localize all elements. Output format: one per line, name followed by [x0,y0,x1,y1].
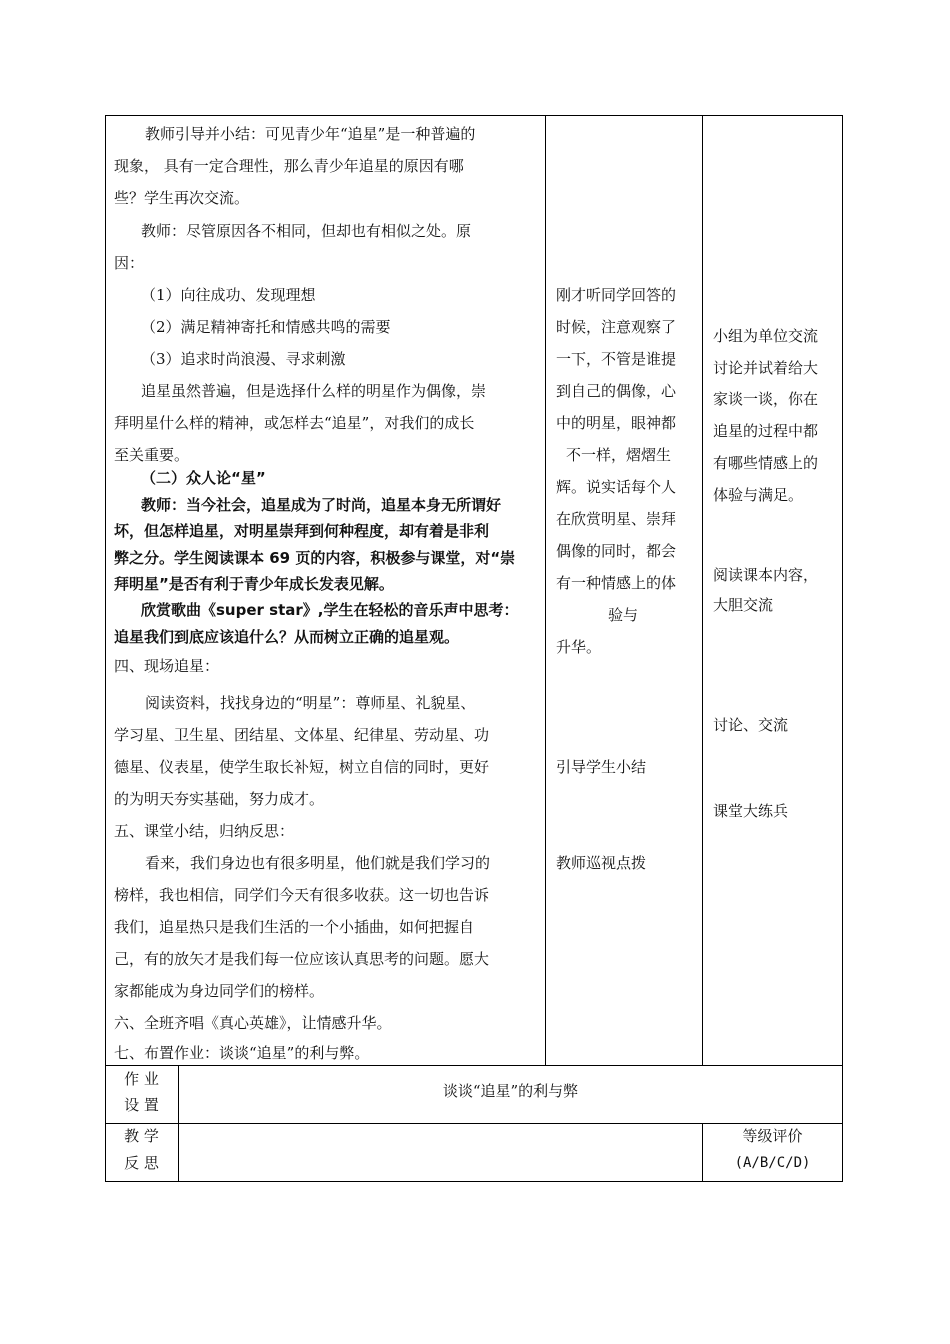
main-line: （2）满足精神寄托和情感共鸣的需要 [141,318,391,336]
student-line: 小组为单位交流 [713,327,819,345]
main-line: 弊之分。学生阅读课本 69 页的内容，积极参与课堂，对“崇 [114,549,516,567]
teacher-line: 有一种情感上的体 [556,574,677,592]
main-line: （3）追求时尚浪漫、寻求刺激 [141,350,346,368]
main-line: 教师：当今社会，追星成为了时尚，追星本身无所谓好 [141,496,502,514]
teacher-line: 到自己的偶像，心 [556,382,677,400]
main-line: 教师引导并小结：可见青少年“追星”是一种普遍的 [145,125,476,143]
main-line: 阅读资料，找找身边的“明星”：尊师星、礼貌星、 [145,694,476,712]
grade-label: 等级评价 [742,1127,803,1145]
main-line: 家都能成为身边同学们的榜样。 [114,982,325,1000]
main-line: 己，有的放矢才是我们每一位应该认真思考的问题。愿大 [114,950,490,968]
student-line: 追星的过程中都 [713,422,819,440]
main-line: 追星我们到底应该追什么？从而树立正确的追星观。 [114,628,460,646]
section-heading: 七、布置作业：谈谈“追星”的利与弊。 [114,1044,370,1062]
homework-content: 谈谈“追星”的利与弊 [442,1082,579,1100]
student-line: 阅读课本内容， [713,566,819,584]
table-right-border [842,115,843,1182]
teacher-line: 升华。 [556,638,602,656]
teacher-line: 时候，注意观察了 [556,318,677,336]
student-line: 讨论并试着给大 [713,359,819,377]
teacher-line: 中的明星，眼神都 [556,414,677,432]
student-line: 有哪些情感上的 [713,454,819,472]
student-line: 课堂大练兵 [713,802,789,820]
row-divider-reflection [105,1123,843,1124]
reflection-label: 反 思 [124,1154,159,1172]
col-divider-1 [545,115,546,1065]
main-line: 教师：尽管原因各不相同，但却也有相似之处。原 [141,222,472,240]
main-line: 些？学生再次交流。 [114,189,250,207]
main-line: 榜样，我也相信，同学们今天有很多收获。这一切也告诉 [114,886,490,904]
main-line: 坏，但怎样追星，对明星崇拜到何种程度，却有着是非利 [114,522,490,540]
main-line: 现象， 具有一定合理性，那么青少年追星的原因有哪 [114,157,464,175]
row-divider-homework [105,1065,843,1066]
section-heading: 六、全班齐唱《真心英雄》，让情感升华。 [114,1014,392,1032]
teacher-line: 刚才听同学回答的 [556,286,677,304]
main-line: 拜明星”是否有利于青少年成长发表见解。 [114,575,394,593]
main-line: 德星、仪表星，使学生取长补短，树立自信的同时，更好 [114,758,490,776]
teacher-line: 在欣赏明星、崇拜 [556,510,677,528]
teacher-line: 偶像的同时，都会 [556,542,677,560]
main-line: 至关重要。 [114,446,190,464]
student-line: 体验与满足。 [713,486,804,504]
section-heading: 五、课堂小结，归纳反思： [114,822,295,840]
main-line: 的为明天夯实基础，努力成才。 [114,790,325,808]
teacher-line: 验与 [608,606,639,624]
table-bottom-border [105,1181,843,1182]
main-line: 欣赏歌曲《super star》,学生在轻松的音乐声中思考： [141,601,519,619]
table-left-border [105,115,106,1182]
homework-label: 作 业 [124,1070,159,1088]
section-heading: 四、现场追星： [114,657,220,675]
main-line: 我们，追星热只是我们生活的一个小插曲，如何把握自 [114,918,475,936]
main-line: 学习星、卫生星、团结星、文体星、纪律星、劳动星、功 [114,726,490,744]
teacher-line: 一下，不管是谁提 [556,350,677,368]
section-heading: （二）众人论“星” [141,469,266,487]
table-top-border [105,115,843,116]
student-line: 讨论、交流 [713,716,789,734]
homework-label: 设 置 [124,1096,159,1114]
teacher-line: 辉。说实话每个人 [556,478,677,496]
col-divider-2 [702,115,703,1065]
student-line: 家谈一谈，你在 [713,390,819,408]
reflection-label: 教 学 [124,1127,159,1145]
main-line: 拜明星什么样的精神，或怎样去“追星”，对我们的成长 [114,414,475,432]
main-line: 因： [114,254,145,272]
teacher-line: 不一样，熠熠生 [566,446,672,464]
main-line: 追星虽然普遍，但是选择什么样的明星作为偶像，崇 [141,382,487,400]
teacher-line: 教师巡视点拨 [556,854,647,872]
teacher-line: 引导学生小结 [556,758,647,776]
student-line: 大胆交流 [713,596,774,614]
grade-options: (A/B/C/D) [734,1155,811,1171]
main-line: 看来，我们身边也有很多明星，他们就是我们学习的 [145,854,491,872]
main-line: （1）向往成功、发现理想 [141,286,316,304]
